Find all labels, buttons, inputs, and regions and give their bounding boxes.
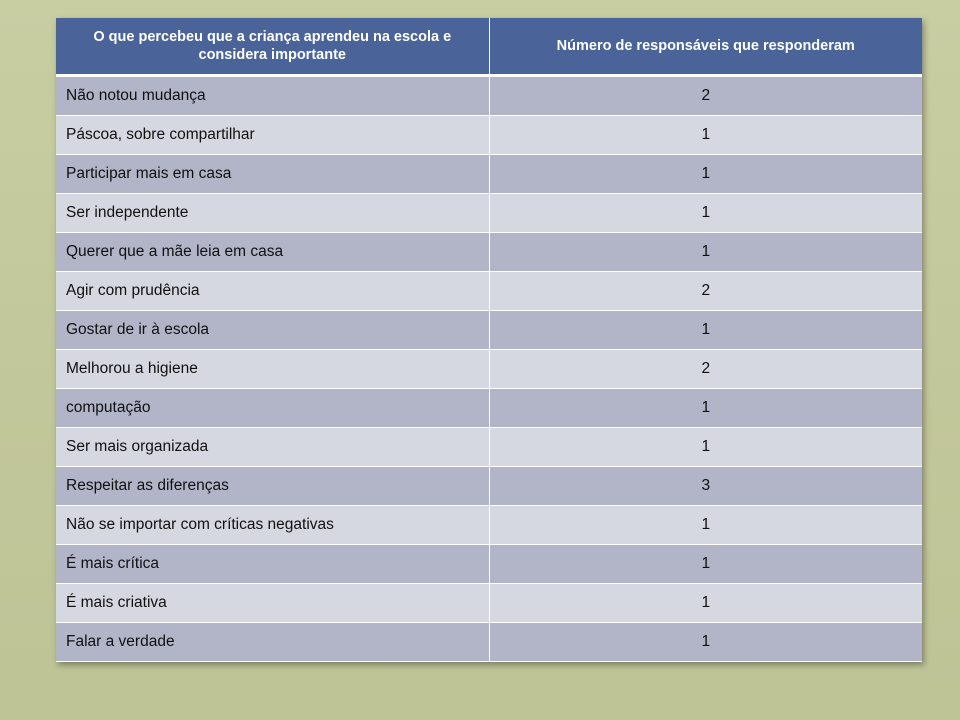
table-row xyxy=(56,428,922,467)
row-item: Participar mais em casa xyxy=(56,155,489,194)
row-count: 1 xyxy=(489,545,922,584)
row-item: Falar a verdade xyxy=(56,623,489,662)
row-item: Agir com prudência xyxy=(56,272,489,311)
row-count: 1 xyxy=(489,194,922,233)
table-row xyxy=(56,467,922,506)
row-item: Não se importar com críticas negativas xyxy=(56,506,489,545)
row-item: Não notou mudança xyxy=(56,76,489,116)
table-row xyxy=(56,389,922,428)
row-count: 2 xyxy=(489,272,922,311)
table-row xyxy=(56,76,922,116)
row-count: 1 xyxy=(489,584,922,623)
row-item: Querer que a mãe leia em casa xyxy=(56,233,489,272)
row-count: 1 xyxy=(489,116,922,155)
header-learned: O que percebeu que a criança aprendeu na escola e considera importante xyxy=(56,18,489,76)
table-row xyxy=(56,584,922,623)
row-count: 1 xyxy=(489,155,922,194)
table-row xyxy=(56,155,922,194)
table-row xyxy=(56,194,922,233)
row-item: Páscoa, sobre compartilhar xyxy=(56,116,489,155)
row-item: Respeitar as diferenças xyxy=(56,467,489,506)
row-count: 2 xyxy=(489,350,922,389)
row-item: Gostar de ir à escola xyxy=(56,311,489,350)
table-row xyxy=(56,545,922,584)
row-count: 3 xyxy=(489,467,922,506)
row-item: É mais criativa xyxy=(56,584,489,623)
table-row xyxy=(56,311,922,350)
table-body xyxy=(56,76,922,662)
header-count: Número de responsáveis que responderam xyxy=(489,18,922,76)
table-row xyxy=(56,506,922,545)
table-row xyxy=(56,623,922,662)
header-row xyxy=(56,18,922,76)
row-count: 2 xyxy=(489,76,922,116)
row-item: É mais crítica xyxy=(56,545,489,584)
row-item: Ser mais organizada xyxy=(56,428,489,467)
row-item: Ser independente xyxy=(56,194,489,233)
responses-table xyxy=(56,18,922,662)
row-count: 1 xyxy=(489,623,922,662)
row-item: Melhorou a higiene xyxy=(56,350,489,389)
table-row xyxy=(56,233,922,272)
row-count: 1 xyxy=(489,428,922,467)
table-row xyxy=(56,116,922,155)
row-count: 1 xyxy=(489,506,922,545)
row-item: computação xyxy=(56,389,489,428)
table-row xyxy=(56,350,922,389)
row-count: 1 xyxy=(489,233,922,272)
row-count: 1 xyxy=(489,389,922,428)
table-container xyxy=(56,18,922,662)
row-count: 1 xyxy=(489,311,922,350)
table-row xyxy=(56,272,922,311)
